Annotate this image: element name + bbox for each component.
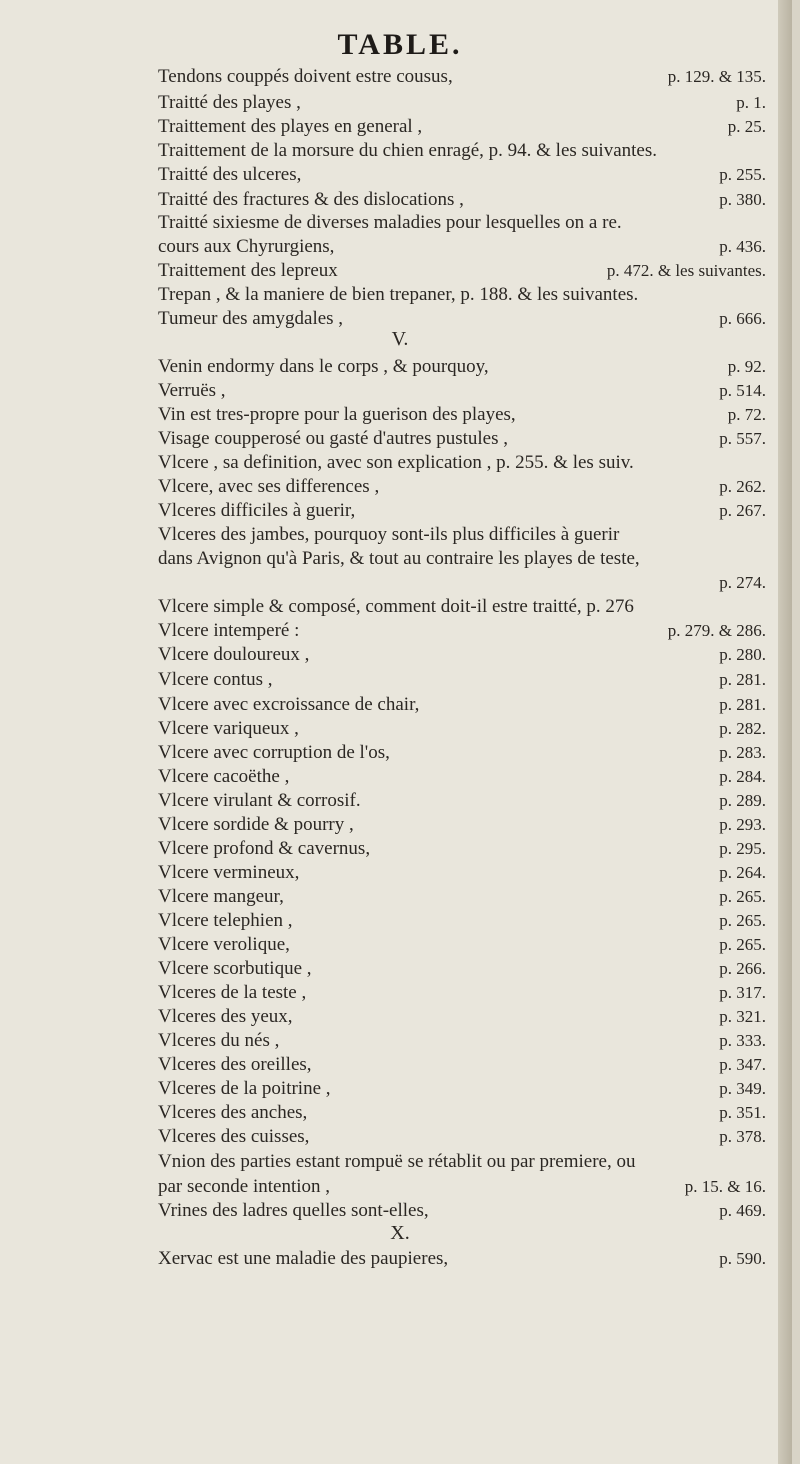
index-entry: Traittement de la morsure du chien enragé, p. 94. & les suivantes. xyxy=(158,140,657,161)
index-entry: Vlcere intemperé : p. 279. & 286. xyxy=(158,620,766,641)
index-entry: Vlcere scorbutique , p. 266. xyxy=(158,958,766,979)
index-entry: Vlcere cacoëthe , p. 284. xyxy=(158,766,766,787)
index-entry: Traittement des playes en general , p. 25. xyxy=(158,116,766,137)
index-entry: Xervac est une maladie des paupieres, p. 590. xyxy=(158,1248,766,1269)
index-entry: Vlceres de la teste , p. 317. xyxy=(158,982,766,1003)
index-entry: par seconde intention , p. 15. & 16. xyxy=(158,1176,766,1197)
index-entry: Traitté sixiesme de diverses maladies pour lesquelles on a re. xyxy=(158,212,622,233)
index-entry: Vlceres des cuisses, p. 378. xyxy=(158,1126,766,1147)
index-entry: Tendons couppés doivent estre cousus, p. 129. & 135. xyxy=(158,66,766,87)
index-entry: Traitté des fractures & des dislocations , p. 380. xyxy=(158,189,766,210)
index-entry: Vlceres des yeux, p. 321. xyxy=(158,1006,766,1027)
index-entry: p. 274. xyxy=(719,573,766,592)
index-entry: Vlceres de la poitrine , p. 349. xyxy=(158,1078,766,1099)
index-entry: dans Avignon qu'à Paris, & tout au contraire les playes de teste, xyxy=(158,548,640,569)
index-entry: Vlcere avec corruption de l'os, p. 283. xyxy=(158,742,766,763)
index-entry: Traittement des lepreux p. 472. & les suivantes. xyxy=(158,260,766,281)
index-entry: Vlcere variqueux , p. 282. xyxy=(158,718,766,739)
index-entry: Vlcere douloureux , p. 280. xyxy=(158,644,766,665)
index-entry: Vlceres des jambes, pourquoy sont-ils plus difficiles à guerir xyxy=(158,524,620,545)
index-entry: Vin est tres-propre pour la guerison des playes, p. 72. xyxy=(158,404,766,425)
index-entry: Vlcere simple & composé, comment doit-il estre traitté, p. 276 xyxy=(158,596,634,617)
page-title: TABLE. xyxy=(337,28,463,61)
index-entry: Vlcere contus , p. 281. xyxy=(158,669,766,690)
index-entry: Vlcere vermineux, p. 264. xyxy=(158,862,766,883)
index-entry: Vlceres difficiles à guerir, p. 267. xyxy=(158,500,766,521)
index-entry: Vlceres du nés , p. 333. xyxy=(158,1030,766,1051)
index-entry: Vlcere verolique, p. 265. xyxy=(158,934,766,955)
index-entry: Visage coupperosé ou gasté d'autres pustules , p. 557. xyxy=(158,428,766,449)
section-letter-v: V. xyxy=(391,328,409,350)
index-entry: Traitté des ulceres, p. 255. xyxy=(158,164,766,185)
index-entry: Venin endormy dans le corps , & pourquoy, p. 92. xyxy=(158,356,766,377)
index-entry: Vnion des parties estant rompuë se rétablit ou par premiere, ou xyxy=(158,1151,636,1172)
index-entry: Vlcere , sa definition, avec son explication , p. 255. & les suiv. xyxy=(158,452,634,473)
index-entry: Vlcere mangeur, p. 265. xyxy=(158,886,766,907)
index-entry: cours aux Chyrurgiens, p. 436. xyxy=(158,236,766,257)
index-entry: Vrines des ladres quelles sont-elles, p. 469. xyxy=(158,1200,766,1221)
index-entry: Vlcere avec excroissance de chair, p. 281. xyxy=(158,694,766,715)
index-entry: Tumeur des amygdales , p. 666. xyxy=(158,308,766,329)
index-entry: Verruës , p. 514. xyxy=(158,380,766,401)
index-entry: Vlcere virulant & corrosif. p. 289. xyxy=(158,790,766,811)
index-entry: Vlceres des anches, p. 351. xyxy=(158,1102,766,1123)
index-entry: Vlcere sordide & pourry , p. 293. xyxy=(158,814,766,835)
index-entry: Trepan , & la maniere de bien trepaner, p. 188. & les suivantes. xyxy=(158,284,639,305)
index-entry: Vlcere telephien , p. 265. xyxy=(158,910,766,931)
section-letter-x: X. xyxy=(390,1222,410,1244)
index-entry: Vlcere, avec ses differences , p. 262. xyxy=(158,476,766,497)
index-entry: Vlceres des oreilles, p. 347. xyxy=(158,1054,766,1075)
index-entry: Traitté des playes , p. 1. xyxy=(158,92,766,113)
index-entry: Vlcere profond & cavernus, p. 295. xyxy=(158,838,766,859)
